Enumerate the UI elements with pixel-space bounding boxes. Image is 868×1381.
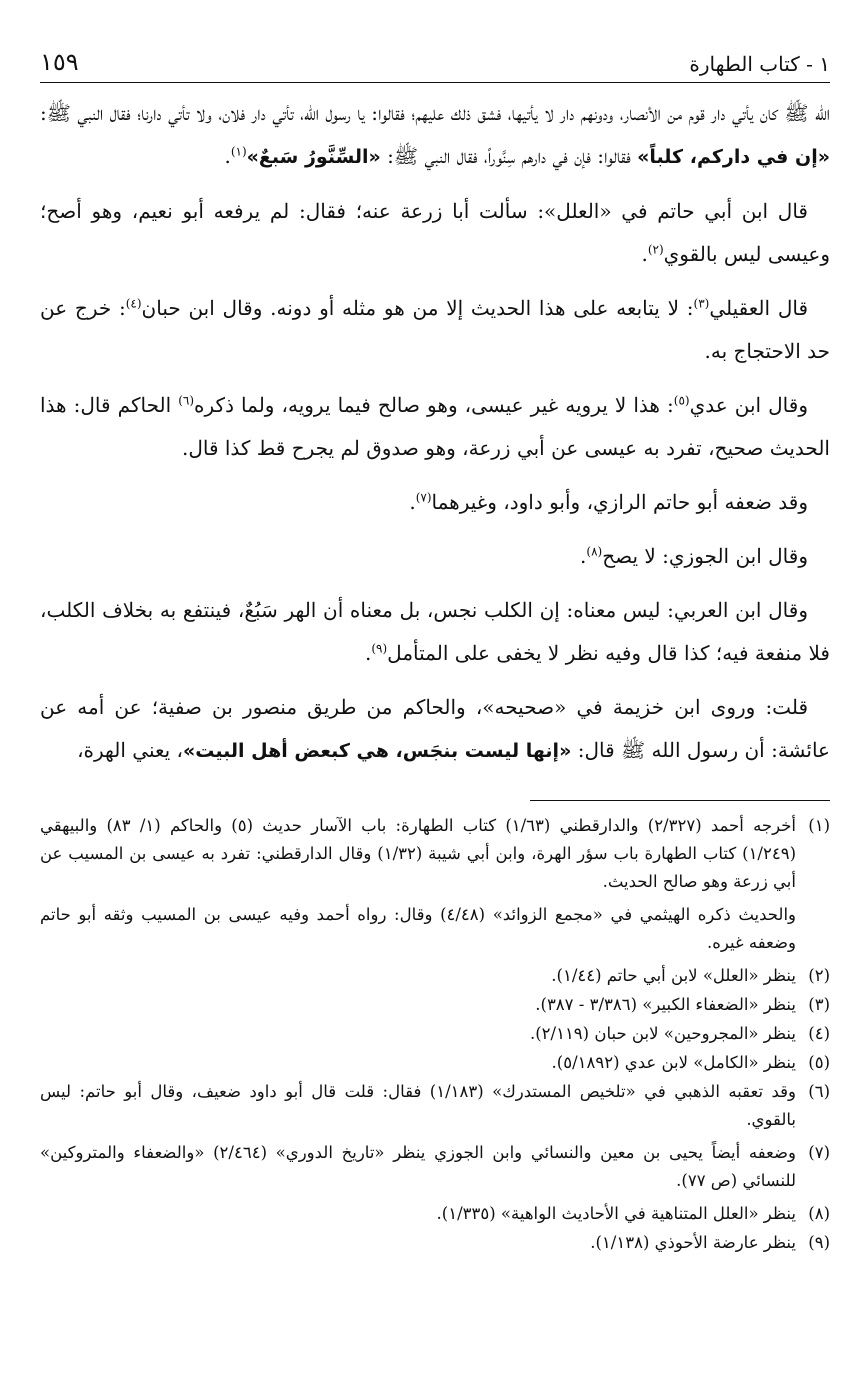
- footnote-number: (٥): [808, 1053, 830, 1072]
- footnote-number: (٨): [808, 1204, 830, 1223]
- footnote-text: أخرجه أحمد (٢/٣٢٧) والدارقطني (١/٦٣) كتاب الطهارة: باب الآسار حديث (٥) والحاكم (١/ ٨٣) والبيهقي (١/٢٤٩) كتاب الطهارة باب سؤر الهرة، وابن أبي شيبة (١/٣٢) وقال الدارقطني: تفرد به عيسى بن المسيب عن أبي زرعة وهو صالح الحديث.: [40, 816, 797, 891]
- footnote-text: ينظر «المجروحين» لابن حبان (٢/١١٩).: [529, 1024, 796, 1043]
- paragraph-text: .: [224, 144, 231, 168]
- paragraph-text: : خرج عن حد الاحتجاج به.: [40, 296, 830, 363]
- footnote-text: وضعفه أيضاً يحيى بن معين والنسائي وابن الجوزي ينظر «تاريخ الدوري» (٢/٤٦٤) «والضعفاء والمتروكين» للنسائي (ص ٧٧).: [40, 1143, 796, 1190]
- footnote-ref: (٦): [178, 393, 195, 408]
- main-text: [40, 92, 830, 784]
- footnote-1-continued: [40, 901, 830, 957]
- paragraph-text: وقد ضعفه أبو حاتم الرازي، وأبو داود، وغيرهما: [431, 490, 808, 514]
- footnote-5: [40, 1049, 830, 1077]
- footnote-4: [40, 1020, 830, 1048]
- footnote-text: ينظر «العلل المتناهية في الأحاديث الواهية» (١/٣٣٥).: [436, 1204, 796, 1223]
- paragraph-4: [40, 384, 830, 470]
- paragraph-text: قال ابن أبي حاتم في «العلل»: سألت أبا زرعة عنه؛ فقال: لم يرفعه أبو نعيم، وهو أصح؛ وعيسى ليس بالقوي: [40, 199, 830, 266]
- footnote-ref: (٧): [415, 490, 432, 505]
- page-number: ١٥٩: [40, 48, 79, 76]
- hadith-quote: «إن في داركم، كلباً»: [637, 146, 830, 168]
- footnote-3: [40, 991, 830, 1019]
- footnote-ref: (٥): [673, 393, 690, 408]
- footnote-text: والحديث ذكره الهيثمي في «مجمع الزوائد» (٤/٤٨) وقال: رواه أحمد وفيه عيسى بن المسيب وثقه أبو حاتم وضعفه غيره.: [40, 905, 797, 952]
- footnote-8: [40, 1200, 830, 1228]
- paragraph-5: [40, 481, 830, 524]
- footnote-number: (٦): [808, 1082, 830, 1101]
- paragraph-text: : هذا لا يرويه غير عيسى، وهو صالح فيما يرويه، ولما ذكره: [194, 393, 674, 417]
- footnote-6: [40, 1078, 830, 1134]
- footnote-ref: (٩): [371, 641, 388, 656]
- footnote-number: (٣): [808, 995, 830, 1014]
- page-header: [40, 38, 830, 83]
- paragraph-text: وقال ابن عدي: [689, 393, 808, 417]
- footnote-text: ينظر عارضة الأحوذي (١/١٣٨).: [590, 1233, 796, 1252]
- footnote-ref: (١): [230, 144, 247, 159]
- footnote-7: [40, 1139, 830, 1195]
- paragraph-text: .: [580, 544, 587, 568]
- footnote-2: [40, 962, 830, 990]
- footnotes: [40, 812, 830, 1258]
- chapter-title: ١ - كتاب الطهارة: [689, 52, 830, 76]
- hadith-quote: «السِّنَّورُ سَبعٌ»: [246, 146, 381, 168]
- footnote-text: ينظر «الكامل» لابن عدي (٥/١٨٩٢).: [551, 1053, 796, 1072]
- paragraph-text: : لا يتابعه على هذا الحديث إلا من هو مثله أو دونه. وقال ابن حبان: [141, 296, 694, 320]
- hadith-quote: «إنها ليست بنجَس، هي كبعض أهل البيت»: [183, 740, 572, 762]
- paragraph-text: .: [409, 490, 416, 514]
- footnote-ref: (٢): [647, 242, 664, 257]
- footnote-number: (٧): [808, 1143, 830, 1162]
- paragraph-text: الله ﷺ كان يأتي دار قوم من الأنصار، ودونهم دار لا يأتيها، فشق ذلك عليهم؛ فقالوا: يا رسول الله، تأتي دار فلان، ولا تأتي دارنا؛ فقال النبي ﷺ:: [40, 101, 830, 125]
- footnote-ref: (٤): [125, 296, 142, 311]
- footnote-number: (١): [808, 816, 830, 835]
- paragraph-text: الحاكم قال: هذا الحديث صحيح، تفرد به عيسى عن أبي زرعة، وهو صدوق لم يجرح قط كذا قال.: [40, 393, 830, 460]
- paragraph-7: [40, 589, 830, 675]
- footnote-divider: [530, 800, 830, 801]
- footnote-number: (٤): [808, 1024, 830, 1043]
- footnote-9: [40, 1229, 830, 1257]
- paragraph-text: .: [641, 242, 648, 266]
- paragraph-text: .: [364, 641, 372, 665]
- paragraph-text: ، يعني الهرة،: [77, 738, 184, 762]
- paragraph-text: وقال ابن الجوزي: لا يصح: [602, 544, 808, 568]
- paragraph-text: قال العقيلي: [709, 296, 809, 320]
- footnote-number: (٢): [808, 966, 830, 985]
- paragraph-text: قلت: وروى ابن خزيمة في «صحيحه»، والحاكم من طريق منصور بن صفية؛ عن أمه عن عائشة: أن رسول الله ﷺ قال:: [40, 695, 830, 762]
- paragraph-8: [40, 686, 830, 773]
- footnote-text: ينظر «الضعفاء الكبير» (٣/٣٨٦ - ٣٨٧).: [535, 995, 796, 1014]
- footnote-text: ينظر «العلل» لابن أبي حاتم (١/٤٤).: [551, 966, 796, 985]
- footnote-ref: (٨): [586, 544, 603, 559]
- paragraph-text: وقال ابن العربي: ليس معناه: إن الكلب نجس، بل معناه أن الهر سَبُعٌ، فينتفع به بخلاف الكلب، فلا منفعة فيه؛ كذا قال وفيه نظر لا يخفى على المتأمل: [40, 598, 830, 665]
- paragraph-2: [40, 190, 830, 276]
- paragraph-6: [40, 535, 830, 578]
- footnote-1: [40, 812, 830, 896]
- paragraph-text: فقالوا: فإن في دارهم سِنَّوراً، فقال النبي ﷺ:: [380, 144, 638, 168]
- footnote-text: وقد تعقبه الذهبي في «تلخيص المستدرك» (١/١٨٣) فقال: قلت قال أبو داود ضعيف، وقال أبو حاتم: ليس بالقوي.: [40, 1082, 796, 1129]
- paragraph-1: [40, 92, 830, 179]
- paragraph-3: [40, 287, 830, 373]
- footnote-number: (٩): [808, 1233, 830, 1252]
- footnote-ref: (٣): [693, 296, 710, 311]
